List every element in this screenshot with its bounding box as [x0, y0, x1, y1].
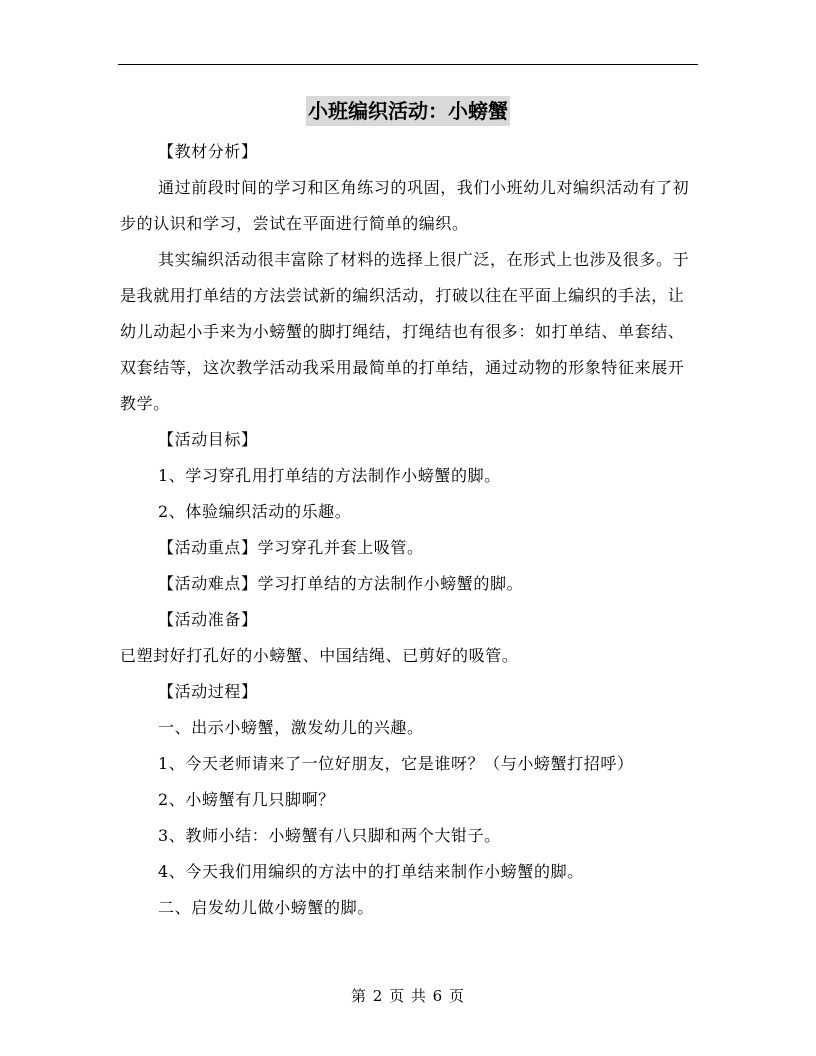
section-heading-analysis: 【教材分析】 — [158, 142, 258, 161]
process-substep-4: 4、今天我们用编织的方法中的打单结来制作小螃蟹的脚。 — [158, 862, 584, 881]
paragraph-analysis-2: 其实编织活动很丰富除了材料的选择上很广泛，在形式上也涉及很多。于是我就用打单结的方法尝试新的编织活动，打破以往在平面上编织的手法，让幼儿动起小手来为小螃蟹的脚打绳结，打绳结也有很多：如打单结、单套结、双套结等，这次教学活动我采用最简单的打单结，通过动物的形象特征来展开教学。 — [120, 250, 690, 413]
preparation-materials: 已塑封好打孔好的小螃蟹、中国结绳、已剪好的吸管。 — [120, 646, 519, 665]
process-substep-3: 3、教师小结：小螃蟹有八只脚和两个大钳子。 — [158, 826, 501, 845]
process-step-1: 一、出示小螃蟹，激发幼儿的兴趣。 — [158, 718, 424, 737]
key-point: 【活动重点】学习穿孔并套上吸管。 — [158, 538, 424, 557]
goal-item-2: 2、体验编织活动的乐趣。 — [158, 502, 352, 521]
difficult-point: 【活动难点】学习打单结的方法制作小螃蟹的脚。 — [158, 574, 524, 593]
section-heading-process: 【活动过程】 — [158, 682, 258, 701]
process-step-2: 二、启发幼儿做小螃蟹的脚。 — [158, 898, 374, 917]
page-number: 第 2 页 共 6 页 — [351, 987, 465, 1005]
title-container — [0, 96, 816, 126]
paragraph-analysis-1: 通过前段时间的学习和区角练习的巩固，我们小班幼儿对编织活动有了初步的认识和学习，尝试在平面进行简单的编织。 — [120, 178, 690, 233]
section-heading-preparation: 【活动准备】 — [158, 610, 258, 629]
document-body — [120, 134, 696, 926]
goal-item-1: 1、学习穿孔用打单结的方法制作小螃蟹的脚。 — [158, 466, 501, 485]
header-rule — [118, 64, 698, 65]
process-substep-1: 1、今天老师请来了一位好朋友，它是谁呀？（与小螃蟹打招呼） — [158, 754, 634, 773]
document-title: 小班编织活动：小螃蟹 — [306, 96, 510, 126]
section-heading-goals: 【活动目标】 — [158, 430, 258, 449]
process-substep-2: 2、小螃蟹有几只脚啊？ — [158, 790, 335, 809]
